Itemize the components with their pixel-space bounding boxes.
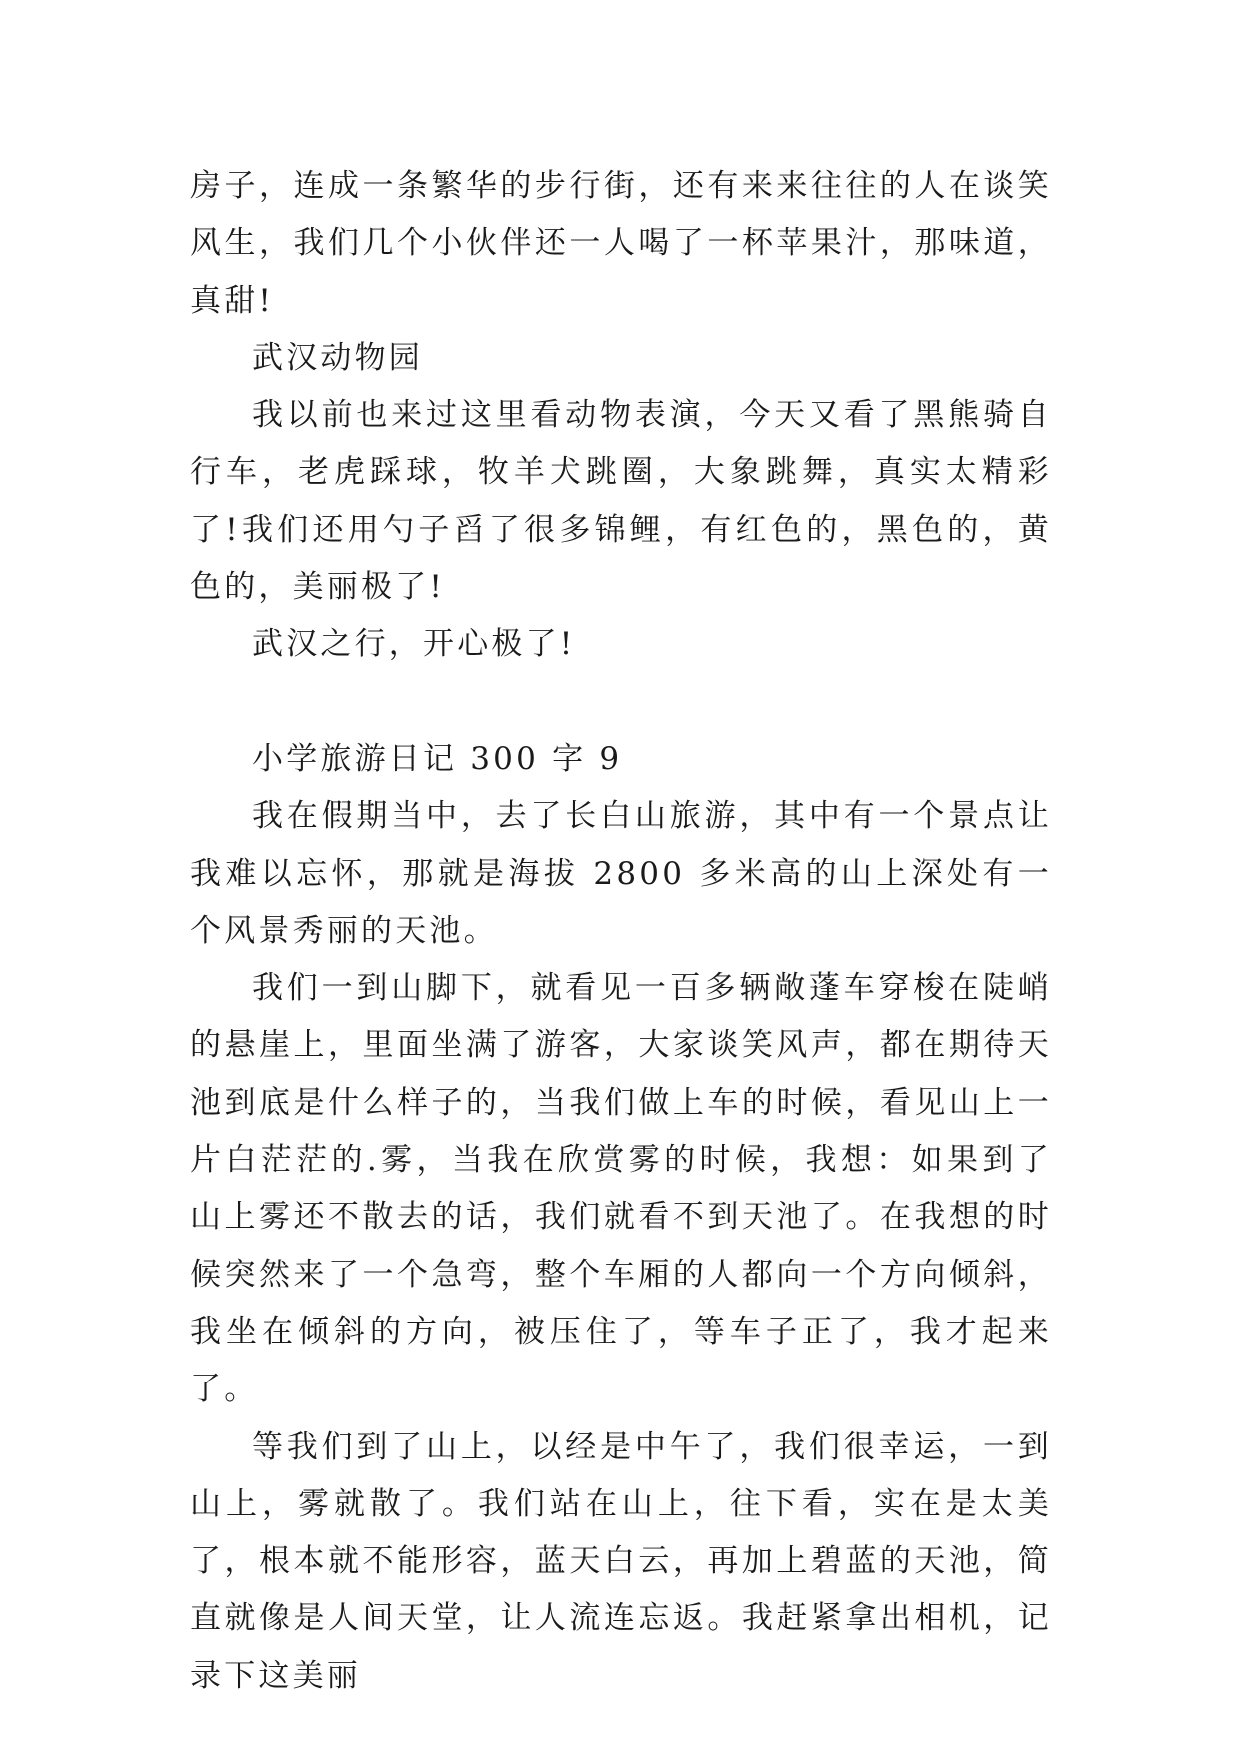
blank-line (190, 674, 1052, 731)
section-heading-wuhan-zoo: 武汉动物园 (252, 339, 423, 376)
paragraph-mountain-top: 等我们到了山上，以经是中午了，我们很幸运，一到山上，雾就散了。我们站在山上，往下看，实在是太美了，根本就不能形容，蓝天白云，再加上碧蓝的天池，简直就像是人间天堂，让人流连忘返。我赶紧拿出相机，记录下这美丽 (190, 1428, 1052, 1694)
paragraph-mountain-foot: 我们一到山脚下，就看见一百多辆敞蓬车穿梭在陡峭的悬崖上，里面坐满了游客，大家谈笑风声，都在期待天池到底是什么样子的，当我们做上车的时候，看见山上一片白茫茫的.雾，当我在欣赏雾的时候，我想：如果到了山上雾还不散去的话，我们就看不到天池了。在我想的时候突然来了一个急弯，整个车厢的人都向一个方向倾斜，我坐在倾斜的方向，被压住了，等车子正了，我才起来了。 (190, 970, 1052, 1408)
paragraph-continued: 房子，连成一条繁华的步行街，还有来来往往的人在谈笑风生，我们几个小伙伴还一人喝了一杯苹果汁，那味道，真甜! (190, 168, 1052, 319)
paragraph-intro: 我在假期当中，去了长白山旅游，其中有一个景点让我难以忘怀，那就是海拔 2800 多米高的山上深处有一个风景秀丽的天池。 (190, 798, 1052, 949)
article-title: 小学旅游日记 300 字 9 (252, 740, 623, 777)
document-page (190, 158, 1052, 1705)
paragraph-zoo: 我以前也来过这里看动物表演，今天又看了黑熊骑自行车，老虎踩球，牧羊犬跳圈，大象跳舞，真实太精彩了!我们还用勺子舀了很多锦鲤，有红色的，黑色的，黄色的，美丽极了! (190, 397, 1052, 606)
paragraph-conclusion: 武汉之行，开心极了! (252, 626, 576, 663)
